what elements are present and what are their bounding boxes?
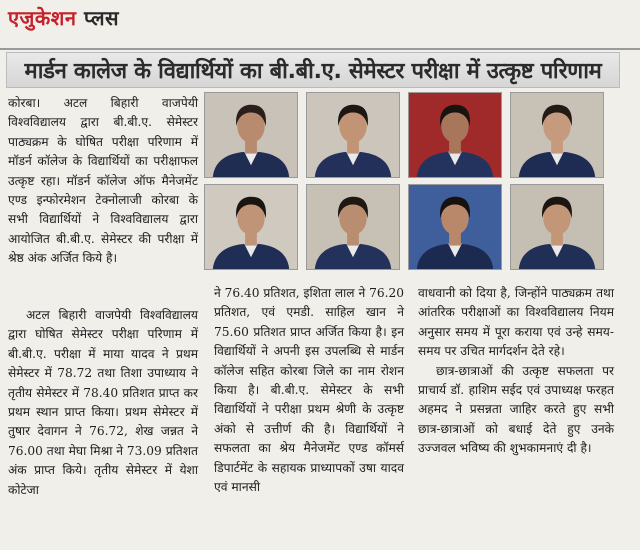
student-photo: [408, 92, 502, 178]
student-portrait-icon: [205, 93, 297, 177]
student-portrait-icon: [511, 93, 603, 177]
article-paragraph: अटल बिहारी वाजपेयी विश्वविद्यालय द्वारा घोषित सेमेस्टर परीक्षा परिणाम में बी.बी.ए. परीक्षा में माया यादव ने प्रथम सेमेस्टर में 78.72 तथा तिशा उपाध्याय ने तृतीय सेमेस्टर में 78.40 प्रतिशत प्राप्त कर प्रथम स्थान प्राप्त किया। प्रथम सेमेस्टर में तुषार देवागन ने 76.72, शेख जन्नत ने 76.00 तथा मेघा मिश्रा ने 73.09 प्रतिशत अंक प्राप्त किये। तृतीय सेमेस्टर में येशा कोटेजा: [8, 308, 198, 497]
student-portrait-icon: [409, 185, 501, 269]
student-photo: [306, 92, 400, 178]
student-portrait-icon: [409, 93, 501, 177]
student-photo: [510, 92, 604, 178]
article-column-1-bottom: [8, 306, 198, 500]
student-portrait-icon: [307, 93, 399, 177]
student-portrait-icon: [511, 185, 603, 269]
student-portrait-icon: [307, 185, 399, 269]
top-rule: [0, 48, 640, 50]
article-paragraph: छात्र-छात्राओं की उत्कृष्ट सफलता पर प्राचार्य डॉ. हाशिम सईद एवं उपाध्यक्ष फरहत अहमद ने प्रसन्नता जाहिर करते हुए सभी छात्र-छात्राओं को बधाई देते हुए उनके उज्जवल भविष्य की शुभकामनाएं दी है।: [418, 363, 614, 456]
student-photo: [306, 184, 400, 270]
student-photo: [204, 184, 298, 270]
section-tag-primary: एजुकेशन: [8, 6, 77, 30]
article-paragraph: वाधवानी को दिया है, जिन्होंने पाठ्यक्रम तथा आंतरिक परीक्षाओं का विश्वविद्यालय नियम अनुसार समय में पूरा कराया एवं उन्हे समय-समय पर उचित मार्गदर्शन देते रहे।: [418, 286, 614, 359]
student-portrait-icon: [205, 185, 297, 269]
section-tag-secondary: प्लस: [83, 6, 120, 30]
article-column-2: [214, 284, 404, 497]
article-paragraph: ने 76.40 प्रतिशत, इशिता लाल ने 76.20 प्रतिशत, एवं एमडी. साहिल खान ने 75.60 प्रतिशत प्राप्त अर्जित किया है। इन विद्यार्थियों ने अपनी इस उपलब्धि से मार्डन कॉलेज सहित कोरबा जिले का नाम रोशन किया है। बी.बी.ए. सेमेस्टर के सभी विद्यार्थियों ने परीक्षा प्रथम श्रेणी के उत्कृष्ट अंको से उत्तीर्ण की है। विद्यार्थियों ने सफलता का श्रेय मैनेजमेंट एण्ड कॉमर्स डिपार्टमेंट के सहायक प्राध्यापकों उषा यादव एवं मानसी: [214, 286, 404, 495]
article-column-3: [418, 284, 614, 459]
article-paragraph: कोरबा। अटल बिहारी वाजपेयी विश्वविद्यालय द्वारा बी.बी.ए. सेमेस्टर पाठ्यक्रम के घोषित परीक्षा परिणाम में मॉडर्न कॉलेज के विद्यार्थियों का परीक्षाफल उत्कृष्ट रहा। मॉडर्न कॉलेज ऑफ मैनेजमेंट एण्ड इन्फोरमेशन टेक्नोलाजी कोरबा के सभी विद्यार्थियों ने विश्वविद्यालय द्वारा आयोजित बी.बी.ए. सेमेस्टर की परीक्षा में श्रेष्ठ अंक अर्जित किये है।: [8, 96, 198, 266]
article-column-1-top: [8, 94, 198, 269]
student-photo: [204, 92, 298, 178]
student-photo: [510, 184, 604, 270]
student-photo-grid: [204, 92, 624, 274]
section-tag: [8, 4, 119, 31]
article-headline: मार्डन कालेज के विद्यार्थियों का बी.बी.ए. सेमेस्टर परीक्षा में उत्कृष्ट परिणाम: [6, 52, 620, 88]
student-photo: [408, 184, 502, 270]
